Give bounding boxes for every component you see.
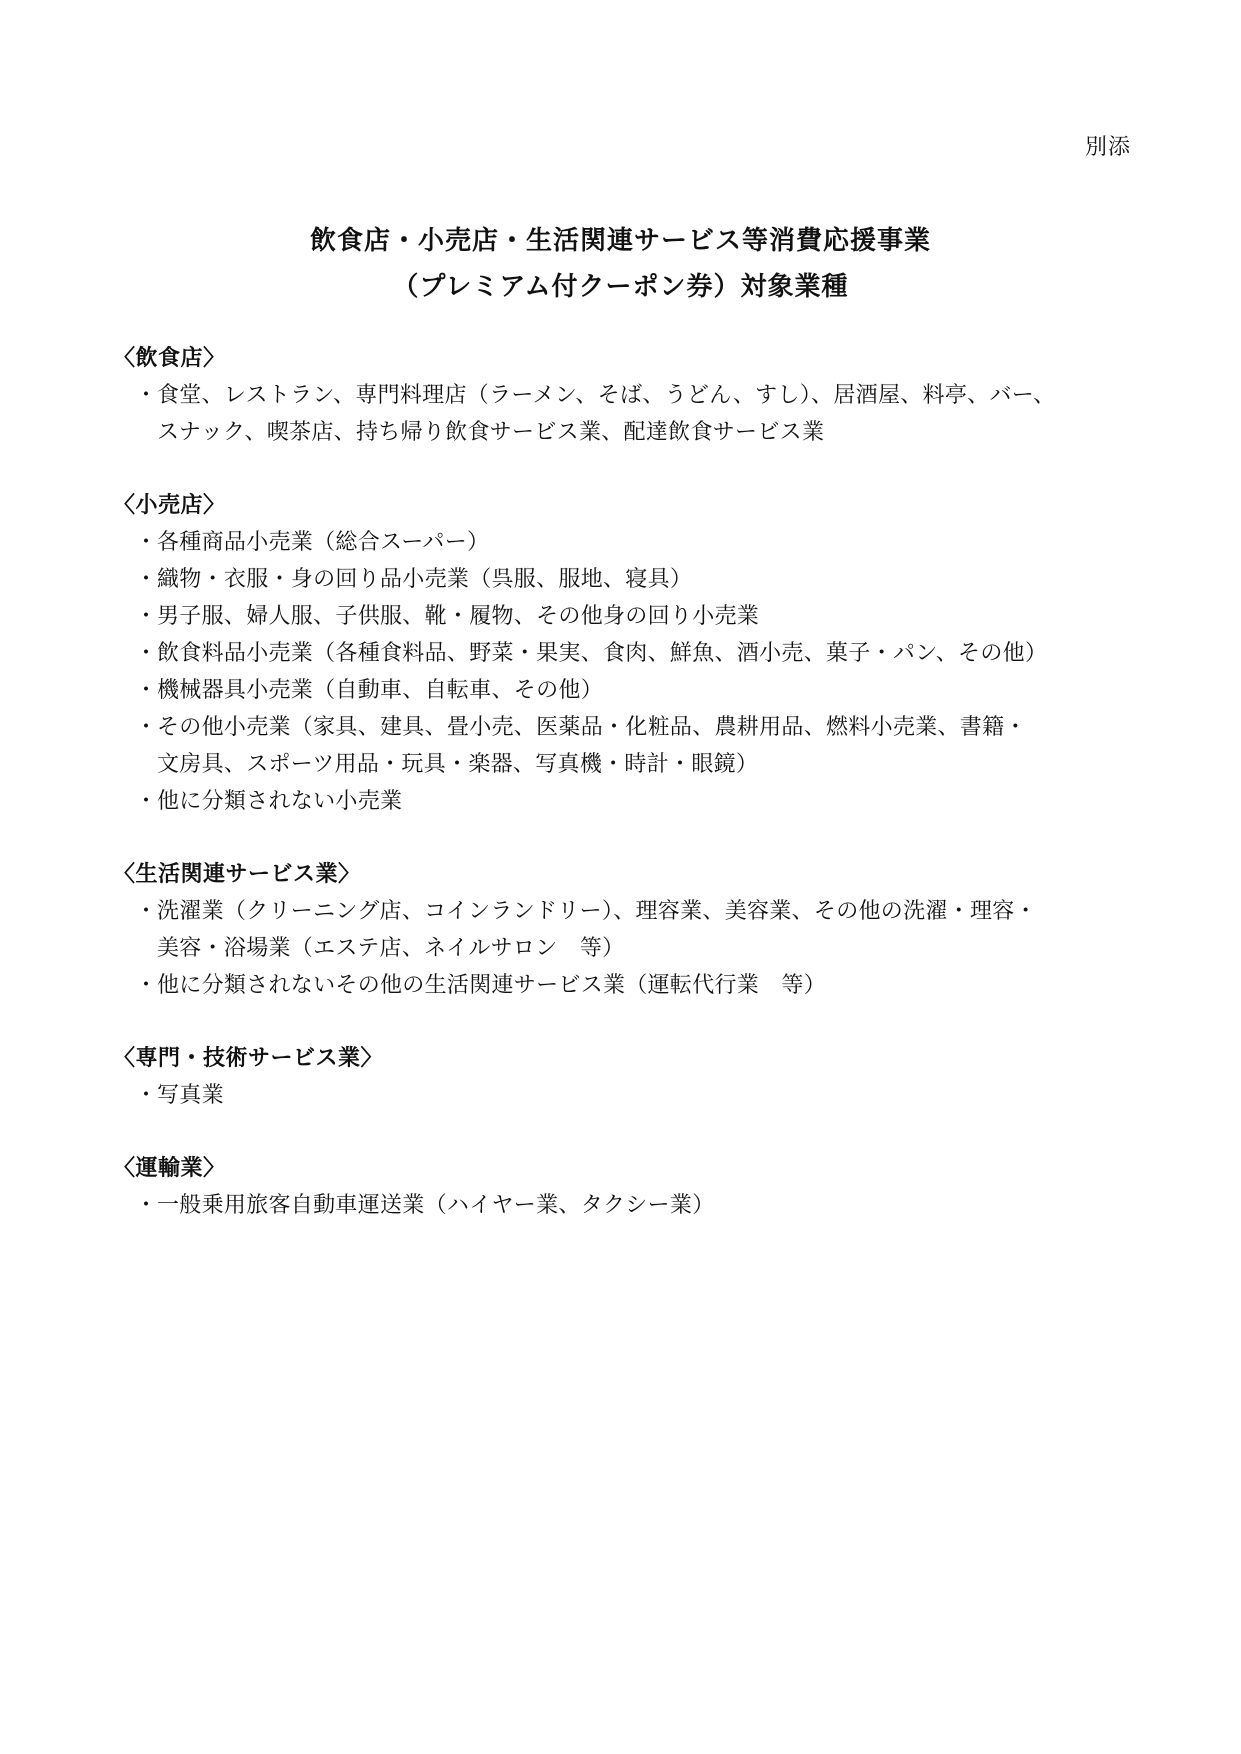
category-section	[113, 487, 1133, 820]
list-item	[135, 1077, 1133, 1114]
list-item-text: 機械器具小売業（自動車、自転車、その他）	[157, 678, 604, 703]
category-section	[113, 856, 1133, 1004]
list-item-text: 文房具、スポーツ用品・玩具・楽器、写真機・時計・眼鏡）	[157, 752, 759, 777]
bullet-mark: ・	[135, 715, 158, 740]
category-item-list	[113, 893, 1133, 1004]
list-item	[135, 598, 1133, 635]
list-item	[135, 893, 1133, 967]
list-item-text: 美容・浴場業（エステ店、ネイルサロン 等）	[157, 936, 625, 961]
list-item	[135, 783, 1133, 820]
industry-list	[113, 340, 1133, 1260]
bullet-mark: ・	[135, 604, 158, 629]
list-item	[135, 709, 1133, 783]
category-heading: 〈専門・技術サービス業〉	[113, 1046, 384, 1071]
category-section	[113, 1040, 1133, 1114]
list-item-text: 各種商品小売業（総合スーパー）	[157, 530, 490, 555]
bullet-mark: ・	[135, 641, 158, 666]
category-item-list	[113, 1077, 1133, 1114]
list-item	[135, 377, 1133, 451]
list-item-text: その他小売業（家具、建具、畳小売、医薬品・化粧品、農耕用品、燃料小売業、書籍・	[157, 715, 1027, 740]
list-item-text: 写真業	[157, 1083, 224, 1108]
category-heading: 〈小売店〉	[113, 493, 226, 518]
list-item	[135, 967, 1133, 1004]
list-item	[135, 524, 1133, 561]
title-line-1: 飲食店・小売店・生活関連サービス等消費応援事業	[309, 226, 931, 256]
bullet-mark: ・	[135, 530, 158, 555]
bullet-mark: ・	[135, 567, 158, 592]
list-item	[135, 561, 1133, 598]
bullet-mark: ・	[135, 789, 158, 814]
list-item-text: 他に分類されないその他の生活関連サービス業（運転代行業 等）	[157, 973, 827, 998]
category-heading: 〈運輸業〉	[113, 1156, 226, 1181]
category-heading: 〈生活関連サービス業〉	[113, 862, 361, 887]
list-item	[135, 672, 1133, 709]
category-heading: 〈飲食店〉	[113, 346, 226, 371]
list-item-text: 洗濯業（クリーニング店、コインランドリー）、理容業、美容業、その他の洗濯・理容・	[157, 899, 1037, 924]
list-item	[135, 1187, 1133, 1224]
bullet-mark: ・	[135, 973, 158, 998]
bullet-mark: ・	[135, 899, 158, 924]
bullet-mark: ・	[135, 383, 158, 408]
title-line-2: （プレミアム付クーポン券）対象業種	[392, 272, 849, 302]
category-section	[113, 340, 1133, 451]
attachment-label: 別添	[1084, 135, 1131, 160]
bullet-mark: ・	[135, 1083, 158, 1108]
list-item-text: 他に分類されない小売業	[157, 789, 403, 814]
bullet-mark: ・	[135, 1193, 158, 1218]
list-item-text: 一般乗用旅客自動車運送業（ハイヤー業、タクシー業）	[157, 1193, 715, 1218]
list-item-text: 食堂、レストラン、専門料理店（ラーメン、そば、うどん、すし）、居酒屋、料亭、バー、	[157, 383, 1056, 408]
list-item	[135, 635, 1133, 672]
list-item-text: 男子服、婦人服、子供服、靴・履物、その他身の回り小売業	[157, 604, 760, 629]
document-title	[0, 218, 1241, 310]
category-section	[113, 1150, 1133, 1224]
category-item-list	[113, 377, 1133, 451]
list-item-text: 飲食料品小売業（各種食料品、野菜・果実、食肉、鮮魚、酒小売、菓子・パン、その他）	[157, 641, 1048, 666]
list-item-text: 織物・衣服・身の回り品小売業（呉服、服地、寝具）	[157, 567, 693, 592]
bullet-mark: ・	[135, 678, 158, 703]
category-item-list	[113, 524, 1133, 820]
list-item-text: スナック、喫茶店、持ち帰り飲食サービス業、配達飲食サービス業	[157, 420, 825, 445]
category-item-list	[113, 1187, 1133, 1224]
